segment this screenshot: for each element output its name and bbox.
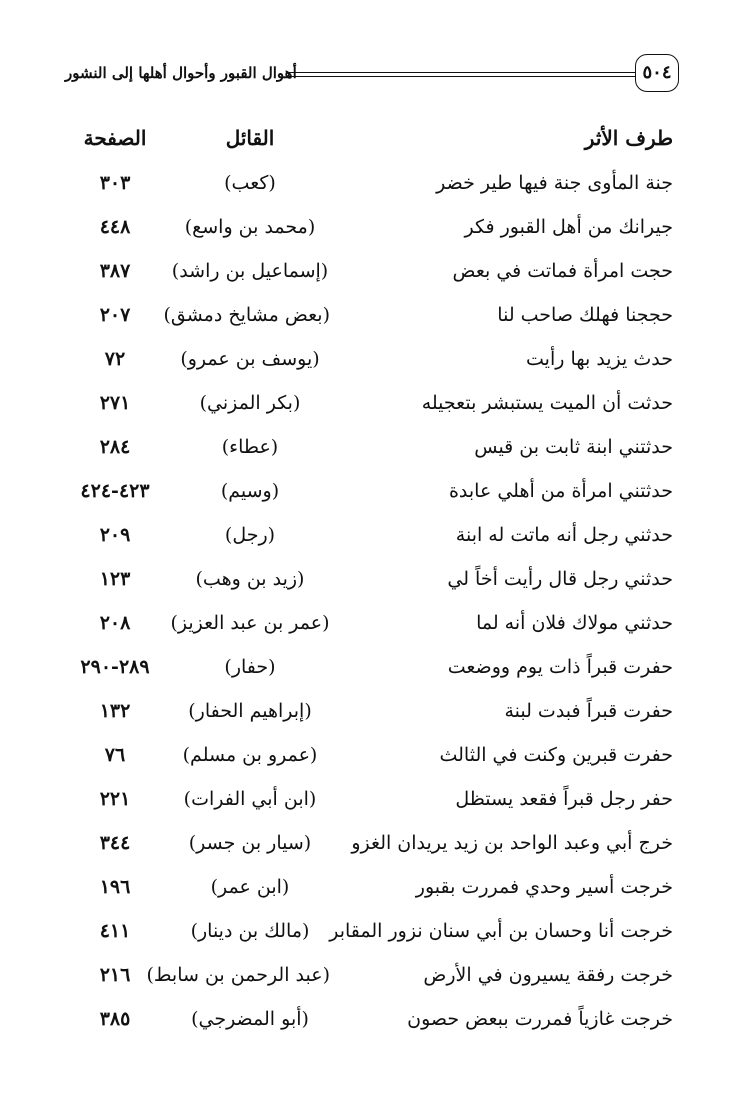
table-row [0, 650, 755, 694]
table-row [0, 562, 755, 606]
column-header-trace: طرف الأثر [584, 126, 673, 150]
speaker-cell: (عمر بن عبد العزيز) [170, 612, 330, 634]
table-row [0, 826, 755, 870]
table-row [0, 430, 755, 474]
table-row [0, 1002, 755, 1046]
page-number: ٥٠٤ [642, 62, 672, 83]
speaker-cell: (زيد بن وهب) [195, 568, 305, 590]
speaker-cell: (ابن أبي الفرات) [183, 788, 317, 810]
page-cell: ٢٧١ [99, 392, 131, 414]
trace-cell: خرجت رفقة يسيرون في الأرض [423, 964, 673, 986]
page-cell: ٢٨٤ [99, 436, 131, 458]
table-row [0, 474, 755, 518]
page-cell: ٣٤٤ [99, 832, 131, 854]
table-body [0, 166, 755, 1046]
running-title: أهوال القبور وأحوال أهلها إلى النشور [65, 64, 297, 82]
trace-cell: جنة المأوى جنة فيها طير خضر [436, 172, 673, 194]
table-row [0, 606, 755, 650]
table-row [0, 782, 755, 826]
page-cell: ٢١٦ [99, 964, 131, 986]
trace-cell: حدثني مولاك فلان أنه لما [476, 612, 673, 634]
speaker-cell: (عبد الرحمن بن سابط) [146, 964, 330, 986]
speaker-cell: (سيار بن جسر) [188, 832, 312, 854]
table-header-row [0, 120, 755, 166]
table-row [0, 958, 755, 1002]
page-cell: ٣٨٥ [99, 1008, 131, 1030]
table-row [0, 298, 755, 342]
table-row [0, 254, 755, 298]
trace-cell: جيرانك من أهل القبور فكر [464, 216, 673, 238]
trace-cell: خرج أبي وعبد الواحد بن زيد يريدان الغزو [351, 832, 673, 854]
speaker-cell: (كعب) [224, 172, 276, 194]
trace-cell: خرجت غازياً فمررت ببعض حصون [407, 1008, 673, 1030]
speaker-cell: (حفار) [224, 656, 276, 678]
trace-cell: حدثتني ابنة ثابت بن قيس [474, 436, 673, 458]
speaker-cell: (رجل) [224, 524, 276, 546]
speaker-cell: (أبو المضرجي) [191, 1008, 309, 1030]
table-row [0, 386, 755, 430]
column-header-page: الصفحة [83, 126, 147, 150]
trace-cell: حجت امرأة فماتت في بعض [452, 260, 673, 282]
table-row [0, 342, 755, 386]
speaker-cell: (بكر المزني) [199, 392, 301, 414]
table-row [0, 694, 755, 738]
page-cell: ٣٠٣ [99, 172, 131, 194]
page-cell: ٧٢ [104, 348, 126, 370]
page-cell: ٤٢٣-٤٢٤ [80, 480, 150, 502]
page-cell: ٢٠٨ [99, 612, 131, 634]
speaker-cell: (عمرو بن مسلم) [182, 744, 318, 766]
page-cell: ١٩٦ [99, 876, 131, 898]
trace-cell: حدثني رجل أنه ماتت له ابنة [455, 524, 673, 546]
page-cell: ٣٨٧ [99, 260, 131, 282]
page-cell: ٢٨٩-٢٩٠ [80, 656, 150, 678]
table-row [0, 210, 755, 254]
speaker-cell: (إسماعيل بن راشد) [171, 260, 329, 282]
page-cell: ١٢٣ [99, 568, 131, 590]
trace-cell: خرجت أنا وحسان بن أبي سنان نزور المقابر [329, 920, 673, 942]
speaker-cell: (مالك بن دينار) [190, 920, 310, 942]
trace-cell: حفرت قبراً ذات يوم ووضعت [447, 656, 673, 678]
speaker-cell: (محمد بن واسع) [184, 216, 316, 238]
header-rule [287, 72, 649, 73]
page-cell: ٤١١ [99, 920, 131, 942]
trace-cell: خرجت أسير وحدي فمررت بقبور [415, 876, 673, 898]
trace-cell: حفر رجل قبراً فقعد يستظل [455, 788, 673, 810]
page-cell: ٧٦ [104, 744, 126, 766]
speaker-cell: (يوسف بن عمرو) [180, 348, 320, 370]
index-table [0, 120, 755, 1046]
table-row [0, 166, 755, 210]
trace-cell: حدث يزيد بها رأيت [526, 348, 673, 370]
column-header-speaker: القائل [225, 126, 275, 150]
trace-cell: حججنا فهلك صاحب لنا [497, 304, 673, 326]
header-rule [287, 76, 649, 77]
page-cell: ٢٠٧ [99, 304, 131, 326]
table-row [0, 870, 755, 914]
page-cell: ٢٢١ [99, 788, 131, 810]
speaker-cell: (وسيم) [220, 480, 280, 502]
table-row [0, 914, 755, 958]
trace-cell: حفرت قبراً فبدت لبنة [504, 700, 673, 722]
page-number-badge [635, 54, 679, 92]
page-cell: ٤٤٨ [99, 216, 131, 238]
speaker-cell: (بعض مشايخ دمشق) [163, 304, 330, 326]
trace-cell: حدثتني امرأة من أهلي عابدة [448, 480, 673, 502]
page-cell: ٢٠٩ [99, 524, 131, 546]
trace-cell: حدثت أن الميت يستبشر بتعجيله [421, 392, 673, 414]
speaker-cell: (ابن عمر) [210, 876, 290, 898]
speaker-cell: (عطاء) [221, 436, 279, 458]
table-row [0, 518, 755, 562]
speaker-cell: (إبراهيم الحفار) [188, 700, 312, 722]
page-cell: ١٣٢ [99, 700, 131, 722]
table-row [0, 738, 755, 782]
trace-cell: حدثني رجل قال رأيت أخاً لي [447, 568, 673, 590]
trace-cell: حفرت قبرين وكنت في الثالث [439, 744, 673, 766]
page-header [55, 50, 685, 96]
